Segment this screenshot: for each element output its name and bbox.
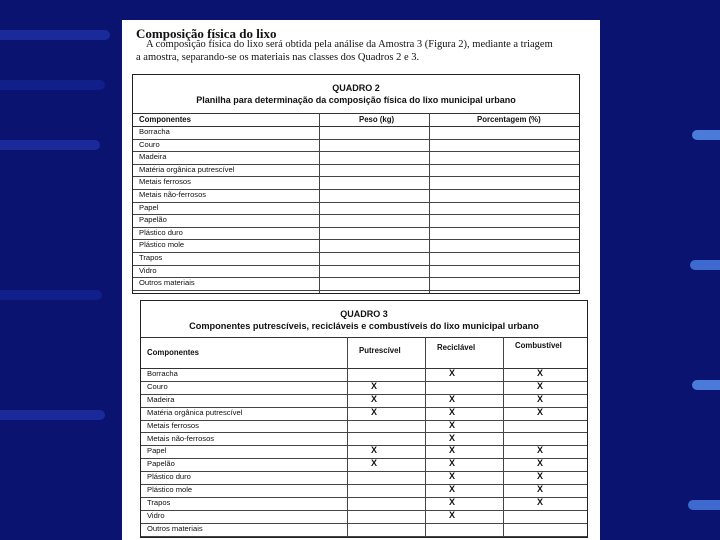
component-name: Papelão xyxy=(139,215,167,225)
reciclavel-mark: X xyxy=(449,406,456,417)
putrescivel-mark: X xyxy=(371,393,378,404)
reciclavel-mark: X xyxy=(449,419,456,430)
component-name: Madeira xyxy=(147,394,175,404)
quadro-3-header-row xyxy=(141,337,587,369)
quadro-2-header-row xyxy=(133,113,579,127)
table-row xyxy=(141,445,587,459)
component-name: Metais não-ferrosos xyxy=(139,190,207,199)
combustivel-mark: X xyxy=(537,484,544,495)
component-name: Metais ferrosos xyxy=(147,420,199,430)
intro-line-1: A composição física do lixo será obtida pela análise da Amostra 3 (Figura 2), mediante a triagem xyxy=(146,39,553,50)
combustivel-mark: X xyxy=(537,368,544,378)
table-row xyxy=(133,277,579,291)
reciclavel-mark: X xyxy=(449,471,456,482)
quadro-2-table xyxy=(132,74,580,294)
component-name: Vidro xyxy=(139,265,157,275)
reciclavel-mark: X xyxy=(449,432,456,443)
quadro-2-title: Planilha para determinação da composição física do lixo municipal urbano xyxy=(196,95,516,105)
combustivel-mark: X xyxy=(537,393,544,404)
table-row xyxy=(133,176,579,190)
quadro-2-header-porcentagem: Porcentagem (%) xyxy=(477,115,541,124)
reciclavel-mark: X xyxy=(449,509,456,520)
table-row xyxy=(133,239,579,253)
table-row xyxy=(133,126,579,140)
component-name: Couro xyxy=(147,381,168,391)
component-name: Plástico mole xyxy=(139,240,185,250)
background-stripe xyxy=(0,140,100,150)
table-row xyxy=(133,252,579,266)
table-row xyxy=(133,227,579,241)
background-stripe xyxy=(0,290,102,300)
background-stripe xyxy=(690,260,720,270)
quadro-3-header-reciclavel: Reciclável xyxy=(437,343,476,352)
component-name: Metais ferrosos xyxy=(139,177,191,187)
background-stripe xyxy=(692,130,720,140)
column-divider xyxy=(319,113,320,293)
quadro-3-table xyxy=(140,300,588,538)
table-row xyxy=(141,497,587,511)
quadro-3-title: Componentes putrescíveis, recicláveis e combustíveis do lixo municipal urbano xyxy=(189,321,539,331)
column-divider xyxy=(425,337,426,537)
table-row xyxy=(141,523,587,537)
combustivel-mark: X xyxy=(537,380,544,391)
reciclavel-mark: X xyxy=(449,484,456,495)
component-name: Madeira xyxy=(139,152,167,162)
component-name: Metais não-ferrosos xyxy=(147,433,215,443)
reciclavel-mark: X xyxy=(449,368,456,378)
column-divider xyxy=(347,337,348,537)
table-row xyxy=(133,265,579,279)
combustivel-mark: X xyxy=(537,497,544,507)
table-row xyxy=(141,458,587,472)
component-name: Papel xyxy=(139,202,159,212)
combustivel-mark: X xyxy=(537,406,544,417)
putrescivel-mark: X xyxy=(371,406,378,417)
component-name: Outros materiais xyxy=(147,523,203,533)
quadro-2-header-componentes: Componentes xyxy=(139,115,191,124)
component-name: Trapos xyxy=(139,253,163,262)
quadro-3-header-putrescivel: Putrescível xyxy=(359,346,401,355)
background-stripe xyxy=(688,500,720,510)
quadro-3-header-combustivel: Combustível xyxy=(515,341,562,350)
table-row xyxy=(133,139,579,153)
table-row xyxy=(141,510,587,524)
table-row xyxy=(141,484,587,498)
component-name: Plástico mole xyxy=(147,485,193,495)
quadro-3-label: QUADRO 3 xyxy=(340,309,388,319)
table-row xyxy=(133,214,579,228)
component-name: Plástico duro xyxy=(139,227,183,237)
putrescivel-mark: X xyxy=(371,458,378,469)
table-row xyxy=(141,433,587,447)
section-title: Composição física do lixo xyxy=(136,26,277,41)
component-name: Matéria orgânica putrescível xyxy=(147,407,243,417)
table-row xyxy=(133,189,579,203)
document-page xyxy=(122,20,600,540)
reciclavel-mark: X xyxy=(449,497,456,507)
table-row xyxy=(133,151,579,165)
component-name: Papelão xyxy=(147,459,175,469)
quadro-2-header-peso: Peso (kg) xyxy=(359,115,395,124)
intro-text xyxy=(136,38,586,64)
component-name: Couro xyxy=(139,139,160,149)
combustivel-mark: X xyxy=(537,445,544,456)
component-name: Trapos xyxy=(147,498,171,507)
component-name: Vidro xyxy=(147,510,165,520)
table-row xyxy=(133,164,579,178)
component-name: Plástico duro xyxy=(147,472,191,482)
component-name: Borracha xyxy=(139,127,170,136)
reciclavel-mark: X xyxy=(449,445,456,456)
quadro-3-header-componentes: Componentes xyxy=(147,348,199,357)
component-name: Matéria orgânica putrescível xyxy=(139,164,235,174)
table-row xyxy=(141,471,587,485)
table-row xyxy=(133,202,579,216)
reciclavel-mark: X xyxy=(449,393,456,404)
column-divider xyxy=(503,337,504,537)
table-row xyxy=(141,368,587,382)
intro-line-2: a amostra, separando-se os materiais nas classes dos Quadros 2 e 3. xyxy=(136,52,420,63)
component-name: Outros materiais xyxy=(139,278,195,288)
column-divider xyxy=(429,113,430,293)
combustivel-mark: X xyxy=(537,458,544,469)
putrescivel-mark: X xyxy=(371,380,378,391)
background-stripe xyxy=(0,80,105,90)
putrescivel-mark: X xyxy=(371,445,378,456)
component-name: Borracha xyxy=(147,369,178,378)
table-row xyxy=(141,420,587,434)
reciclavel-mark: X xyxy=(449,458,456,469)
background-stripe xyxy=(0,30,110,40)
combustivel-mark: X xyxy=(537,471,544,482)
component-name: Papel xyxy=(147,446,167,456)
table-row xyxy=(141,381,587,395)
background-stripe xyxy=(0,410,105,420)
table-row xyxy=(141,394,587,408)
background-stripe xyxy=(692,380,720,390)
quadro-2-label: QUADRO 2 xyxy=(332,83,380,93)
table-row xyxy=(141,407,587,421)
